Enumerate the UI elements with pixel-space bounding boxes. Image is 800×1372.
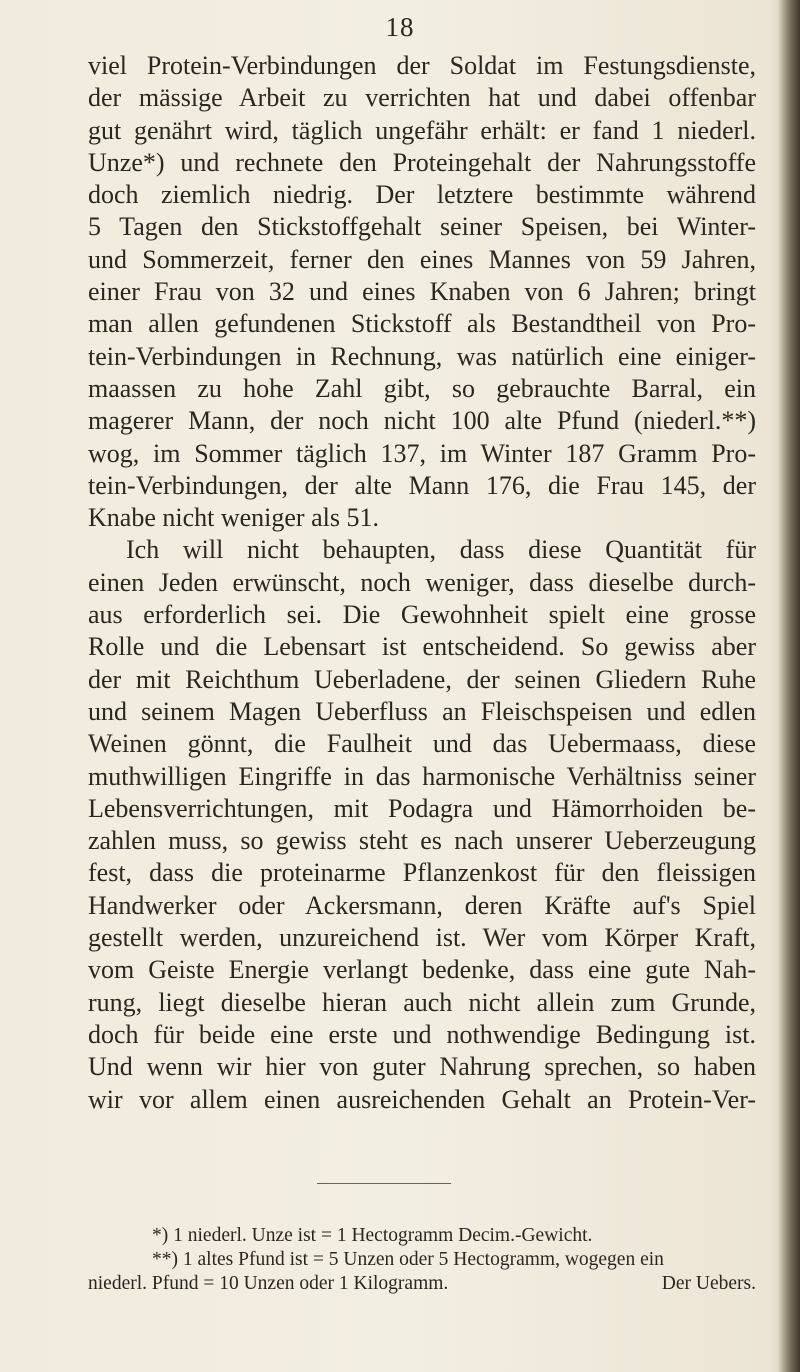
text-line: doch ziemlich niedrig. Der letztere bestimmte während bbox=[88, 180, 756, 210]
text-line: viel Protein-Verbindungen der Soldat im Festungsdienste, bbox=[88, 51, 756, 80]
text-line: fest, dass die proteinarme Pflanzenkost für den fleissigen bbox=[88, 858, 756, 888]
footnote-ounce: *) 1 niederl. Unze ist = 1 Hectogramm Decim.-Gewicht. bbox=[152, 1225, 593, 1246]
text-line: wir vor allem einen ausreichenden Gehalt an Protein-Ver- bbox=[88, 1084, 756, 1114]
text-line: Unze*) und rechnete den Proteingehalt der Nahrungsstoffe bbox=[88, 147, 756, 177]
text-line: man allen gefundenen Stickstoff als Bestandtheil von Pro- bbox=[88, 309, 756, 339]
text-line: rung, liegt dieselbe hieran auch nicht allein zum Grunde, bbox=[88, 987, 756, 1017]
text-line: einer Frau von 32 und eines Knaben von 6 Jahren; bringt bbox=[88, 277, 756, 307]
text-line: muthwilligen Eingriffe in das harmonische Verhältniss seiner bbox=[88, 761, 756, 791]
text-line: Weinen gönnt, die Faulheit und das Uebermaass, diese bbox=[88, 729, 756, 759]
text-line: tein-Verbindungen in Rechnung, was natürlich eine einiger- bbox=[88, 341, 756, 371]
text-line: der mit Reichthum Ueberladene, der seinen Gliedern Ruhe bbox=[88, 664, 756, 694]
text-line: Und wenn wir hier von guter Nahrung sprechen, so haben bbox=[88, 1052, 756, 1082]
text-line: Lebensverrichtungen, mit Podagra und Hämorrhoiden be- bbox=[88, 793, 756, 823]
text-line: doch für beide eine erste und nothwendige Bedingung ist. bbox=[88, 1019, 756, 1049]
text-line: Handwerker oder Ackersmann, deren Kräfte auf's Spiel bbox=[88, 890, 756, 920]
translator-note: Der Uebers. bbox=[661, 1273, 756, 1294]
body-text bbox=[88, 50, 756, 1116]
text-line: gestellt werden, unzureichend ist. Wer vom Körper Kraft, bbox=[88, 923, 756, 953]
text-line: tein-Verbindungen, der alte Mann 176, die Frau 145, der bbox=[88, 470, 756, 500]
text-line: Rolle und die Lebensart ist entscheidend. So gewiss aber bbox=[88, 632, 756, 662]
footnote-pound: **) 1 altes Pfund ist = 5 Unzen oder 5 Hectogramm, wogegen ein bbox=[152, 1249, 664, 1270]
text-line: 5 Tagen den Stickstoffgehalt seiner Speisen, bei Winter- bbox=[88, 212, 756, 242]
page-number: 18 bbox=[385, 12, 415, 42]
footnote-divider bbox=[317, 1183, 451, 1184]
text-line: vom Geiste Energie verlangt bedenke, dass eine gute Nah- bbox=[88, 955, 756, 985]
text-line: und seinem Magen Ueberfluss an Fleischspeisen und edlen bbox=[88, 696, 756, 726]
text-line: Knabe nicht weniger als 51. bbox=[88, 503, 379, 533]
text-line: magerer Mann, der noch nicht 100 alte Pfund (niederl.**) bbox=[88, 406, 756, 436]
text-line: maassen zu hohe Zahl gibt, so gebrauchte Barral, ein bbox=[88, 373, 756, 403]
text-line: Ich will nicht behaupten, dass diese Quantität für bbox=[126, 535, 756, 565]
footnotes bbox=[88, 1224, 756, 1296]
page-edge-shadow bbox=[778, 0, 800, 1372]
text-line: einen Jeden erwünscht, noch weniger, dass dieselbe durch- bbox=[88, 567, 756, 597]
text-line: gut genährt wird, täglich ungefähr erhält: er fand 1 niederl. bbox=[88, 115, 756, 145]
text-line: der mässige Arbeit zu verrichten hat und dabei offenbar bbox=[88, 83, 756, 113]
footnote-pound-text: niederl. Pfund = 10 Unzen oder 1 Kilogramm. bbox=[88, 1273, 449, 1294]
footnote-pound-continued bbox=[88, 1272, 756, 1296]
text-line: wog, im Sommer täglich 137, im Winter 187 Gramm Pro- bbox=[88, 438, 756, 468]
text-line: und Sommerzeit, ferner den eines Mannes von 59 Jahren, bbox=[88, 244, 756, 274]
text-line: aus erforderlich sei. Die Gewohnheit spielt eine grosse bbox=[88, 600, 756, 630]
text-line: zahlen muss, so gewiss steht es nach unserer Ueberzeugung bbox=[88, 826, 756, 856]
